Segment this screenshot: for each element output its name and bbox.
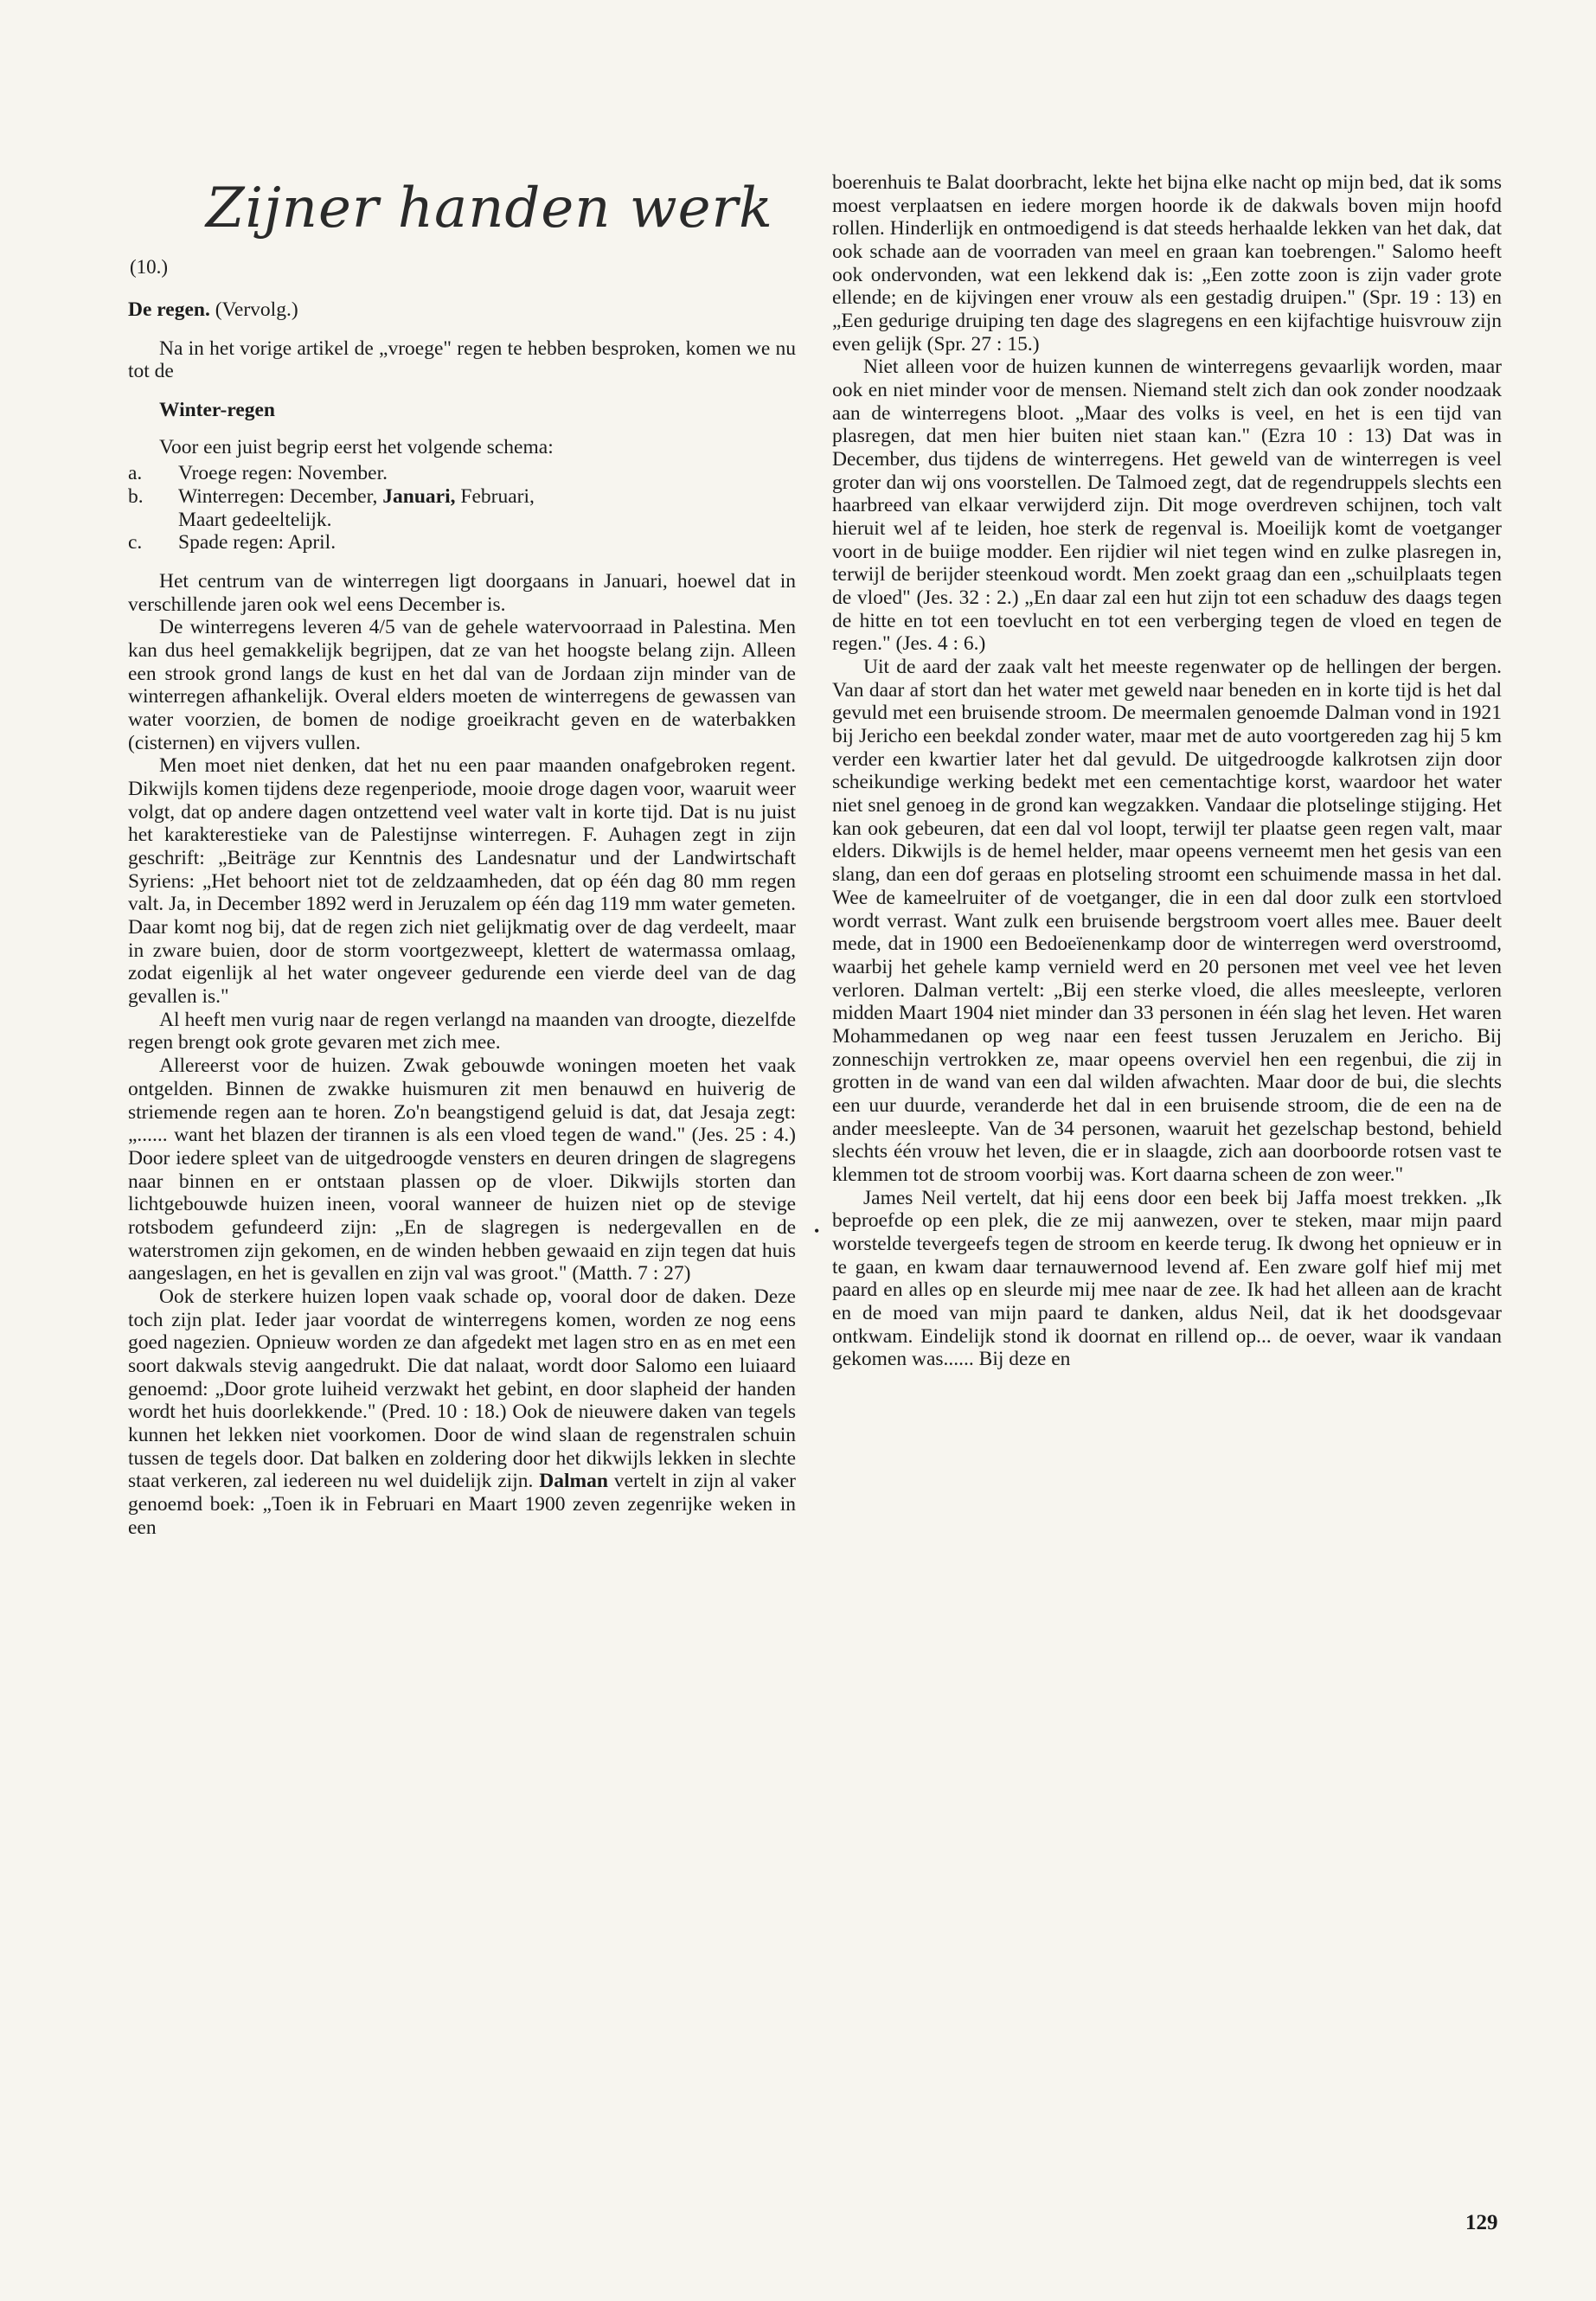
- schema-text: Vroege regen: November.: [178, 462, 388, 485]
- schema-text-part: Februari,: [455, 485, 535, 509]
- article-title: Zijner handen werk: [206, 176, 773, 240]
- text-run: vertelt in zijn al vaker genoemd boek: „Toen ik in Februari en Maart 1900 zeven zegenrijke weken in een: [128, 1470, 796, 1539]
- right-column: [832, 171, 1502, 1371]
- body-paragraph: Uit de aard der zaak valt het meeste regenwater op de hellingen der bergen. Van daar af stort dan het water met geweld naar beneden en in korte tijd is het dal gevuld met een bruisende stroom. De meermalen genoemde Dalman vond in 1921 bij Jericho een beekdal zonder water, maar met de auto voortgereden zag hij 5 km verder een kwartier later het dal gevuld. De uitgedroogde kalkrotsen zijn door scheikundige werking bedekt met een cementachtige korst, waardoor het water niet snel genoeg in de grond kan wegzakken. Vandaar die plotselinge stijging. Het kan ook gebeuren, dat een dal vol loopt, terwijl ter plaatse geen regen valt, maar elders. Dikwijls is de hemel helder, maar opeens verneemt men het gesis van een slang, dan een dof geraas en plotseling stroomt een schuimende massa in het dal. Wee de kameelruiter of de voetganger, die in een dal door zulk een stortvloed wordt verrast. Want zulk een bruisende bergstroom voert alles mee. Bauer deelt mede, dat in 1900 een Bedoeïenenkamp door de winterregen werd overstroomd, waarbij het gehele kamp vernield werd en 20 personen met veel vee het leven verloren. Dalman vertelt: „Bij een sterke vloed, die alles meesleepte, verloren midden Maart 1904 niet minder dan 33 personen in één slag het leven. Het waren Mohammedanen op weg naar een feest tussen Jeruzalem en Jericho. Bij zonneschijn vertrokken ze, maar opeens overviel hen een regenbui, die zij in grotten in de wand van een dal wilden afwachten. Maar door de bui, die slechts een uur duurde, veranderde het dal in een bruisende stroom, die de een na de ander meesleepte. Van de 34 personen, waaruit het gezelschap bestond, behield slechts één vrouw het leven, die er in slaagde, zich aan doorboorde rotsen vast te klemmen tot de stroom voorbij was. Kort daarna scheen de zon weer.": [832, 656, 1502, 1186]
- left-column: [128, 298, 796, 1539]
- subheading: Winter-regen: [159, 399, 276, 422]
- body-paragraph: Niet alleen voor de huizen kunnen de winterregens gevaarlijk worden, maar ook en niet minder voor de mensen. Niemand stelt zich dan ook zonder noodzaak aan de winterregens bloot. „Maar des volks is veel, en het is een tijd van plasregen, dat men hier buiten niet staan kan." (Ezra 10 : 13) Dat was in December, dus tijdens de winterregens. Het geweld van de winterregen is veel groter dan wij ons voorstellen. De Talmoed zegt, dat de regendruppels slechts een haarbreed van elkaar verwijderd zijn. Dit moge overdreven schijnen, toch valt hieruit wel af te leiden, hoe sterk de regenval is. Moeilijk komt de voetganger voort in de buiige modder. Een rijdier wil niet tegen wind en zulke plasregen in, terwijl de berijder steenkoud wordt. Men zoekt graag dan een „schuilplaats tegen de vloed" (Jes. 32 : 2.) „En daar zal een hut zijn tot een schaduw des daags tegen de hitte en tot een toevlucht en tot een verberging tegen de vloed en tegen de regen." (Jes. 4 : 6.): [832, 356, 1502, 656]
- schema-item: [128, 462, 796, 485]
- body-paragraph: boerenhuis te Balat doorbracht, lekte het bijna elke nacht op mijn bed, dat ik soms moest verplaatsen en iedere morgen hoorde ik de dakwals boven mijn hoofd rollen. Hinderlijk en ontmoedigend is dat steeds herhaalde lekken van het dak, dat ook schade aan de voorraden van meel en graan kan toebrengen." Salomo heeft ook ondervonden, wat een lekkend dak is: „Een zotte zoon is zijn vader grote ellende; en de kijvingen ener vrouw als een gestadig druipen." (Spr. 19 : 13) en „Een gedurige druiping ten dage des slagregens en een kijfachtige huisvrouw zijn even gelijk (Spr. 27 : 15.): [832, 171, 1502, 356]
- body-paragraph: Men moet niet denken, dat het nu een paar maanden onafgebroken regent. Dikwijls komen tijdens deze regenperiode, mooie droge dagen voor, waaruit weer volgt, dat op andere dagen ontzettend veel water valt in korte tijd. Dat is nu juist het karakterestieke van de Palestijnse winterregen. F. Auhagen zegt in zijn geschrift: „Beiträge zur Kenntnis des Landesnatur und der Landwirtschaft Syriens: „Het behoort niet tot de zeldzaamheden, dat op één dag 80 mm regen valt. Ja, in December 1892 werd in Jeruzalem op één dag 119 mm water gemeten. Daar komt nog bij, dat de regen zich niet gelijkmatig over de dag verdeelt, maar in zware buien, door de storm voortgezweept, klettert de watermassa omlaag, zodat eigenlijk al het water ongeveer gedurende een vierde deel van de dag gevallen is.": [128, 754, 796, 1009]
- schema-text-part: Winterregen: December,: [178, 485, 383, 509]
- schema-item: [128, 485, 796, 509]
- schema-item: [128, 531, 796, 554]
- schema-text: [178, 485, 796, 509]
- section-label: De regen.: [128, 298, 210, 321]
- body-paragraph: Het centrum van de winterregen ligt doorgaans in Januari, hoewel dat in verschillende jaren ook wel eens December is.: [128, 570, 796, 616]
- body-paragraph: [128, 1285, 796, 1539]
- body-paragraph: James Neil vertelt, dat hij eens door een beek bij Jaffa moest trekken. „Ik beproefde op een plek, die ze mij aanwezen, over te steken, maar mijn paard worstelde tevergeefs tegen de stroom en keerde terug. Ik dwong het opnieuw er in te gaan, en kwam daar ternauwernood levend af. Een zware golf hief mij met paard en alles op en sleurde mij mee naar de zee. Ik had het alleen aan de kracht en de moed van mijn paard te danken, aldus Neil, dat ik het doodsgevaar ontkwam. Eindelijk stond ik doornat en rillend op... de oever, waar ik vandaan gekomen was...... Bij deze en: [832, 1186, 1502, 1371]
- series-number: (10.): [130, 256, 169, 278]
- margin-bullet: •: [814, 1222, 820, 1240]
- schema-text-bold: Januari,: [382, 485, 456, 509]
- schema-letter: c.: [128, 531, 143, 554]
- body-paragraph: Allereerst voor de huizen. Zwak gebouwde woningen moeten het vaak ontgelden. Binnen de zwakke huismuren zit men benauwd en huiverig de striemende regen aan te horen. Zo'n beangstigend geluid is dat, dat Jesaja zegt: „...... want het blazen der tirannen is als een vloed tegen de wand." (Jes. 25 : 4.) Door iedere spleet van de uitgedroogde vensters en deuren dringen de slagregens naar binnen en er ontstaan plassen op de vloer. Dikwijls storten dan lichtgebouwde huizen ineen, vooral wanneer de huizen niet op de stevige rotsbodem gefundeerd zijn: „En de slagregen is nedergevallen en de waterstromen zijn gekomen, en de winden hebben gewaaid en zijn tegen dat huis aangeslagen, en het is gevallen en zijn val was groot." (Matth. 7 : 27): [128, 1054, 796, 1285]
- body-paragraph: Al heeft men vurig naar de regen verlangd na maanden van droogte, diezelfde regen brengt ook grote gevaren met zich mee.: [128, 1008, 796, 1054]
- text-run: Ook de sterkere huizen lopen vaak schade op, vooral door de daken. Deze toch zijn plat. Ieder jaar voordat de winterregens komen, worden ze nog eens goed nagezien. Opnieuw worden ze dan afgedekt met lagen stro en as en met een soort dakwals stevig aangedrukt. Die dat nalaat, wordt door Salomo een luiaard genoemd: „Door grote luiheid verzwakt het gebint, en door slapheid der handen wordt het huis doorlekkende." (Pred. 10 : 18.) Ook de nieuwere daken van tegels kunnen het lekken niet voorkomen. Door de wind slaan de regenstralen schuin tussen de tegels door. Dat balken en zoldering door het dikwijls lekken in slechte staat verkeren, zal iedereen nu wel duidelijk zijn.: [128, 1285, 796, 1493]
- intro-paragraph: Na in het vorige artikel de „vroege" regen te hebben besproken, komen we nu tot de: [128, 336, 796, 383]
- section-heading: [128, 298, 796, 322]
- body-paragraph: De winterregens leveren 4/5 van de gehele watervoorraad in Palestina. Men kan dus heel gemakkelijk begrijpen, dat ze van het hoogste belang zijn. Alleen een strook grond langs de kust en het dal van de Jordaan zijn minder van de winterregen afhankelijk. Overal elders moeten de winterregens de gewassen van water voorzien, de bomen de nodige groeikracht geven en de waterbakken (cisternen) en vijvers vullen.: [128, 616, 796, 754]
- schema-list: [128, 462, 796, 554]
- page-number: 129: [1465, 2211, 1498, 2234]
- schema-letter: a.: [128, 462, 143, 485]
- schema-continuation: Maart gedeeltelijk.: [178, 508, 332, 531]
- schema-letter: b.: [128, 485, 144, 509]
- schema-intro: Voor een juist begrip eerst het volgende schema:: [159, 435, 554, 458]
- schema-text: Spade regen: April.: [178, 531, 337, 554]
- section-suffix: (Vervolg.): [209, 298, 298, 321]
- text-run-bold: Dalman: [539, 1470, 608, 1493]
